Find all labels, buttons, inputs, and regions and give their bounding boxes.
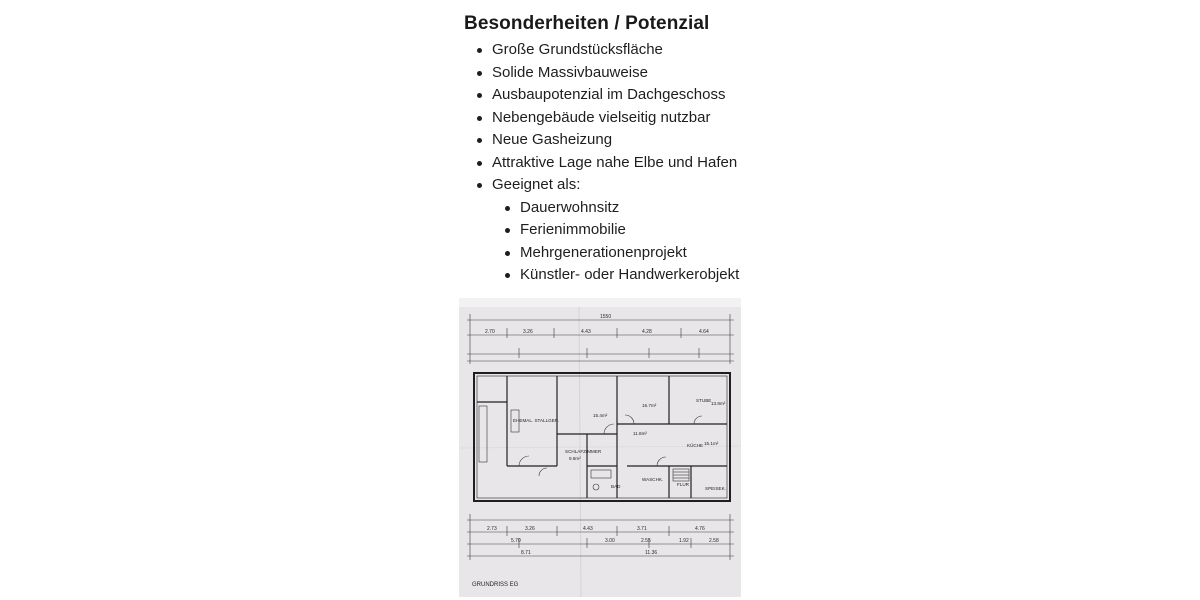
plan-dim: 2.55	[641, 538, 651, 544]
sub-list-item: Ferienimmobilie	[492, 219, 744, 242]
feature-list	[464, 39, 744, 287]
plan-dim: 2.58	[709, 538, 719, 544]
plan-room: EHEMAL. STALLGER.	[513, 418, 560, 423]
plan-dim: 11.36	[645, 550, 658, 556]
plan-dim: 8.71	[521, 550, 531, 556]
sub-list-item: Künstler- oder Handwerkerobjekt	[492, 264, 744, 287]
plan-room: KÜCHE	[687, 443, 704, 448]
plan-dim: 2.70	[485, 329, 495, 335]
list-item-label: Geeignet als:	[492, 176, 581, 193]
plan-dim: 3.00	[605, 538, 615, 544]
plan-room: WASCHK.	[642, 477, 664, 482]
sub-list-item: Mehrgenerationenprojekt	[492, 242, 744, 265]
plan-dim: 2.73	[487, 526, 497, 532]
plan-area: 13.8m²	[711, 401, 726, 406]
list-item-suitable-as	[464, 174, 744, 287]
plan-dim: 3.26	[525, 526, 535, 532]
plan-room: STUBE	[696, 398, 712, 403]
sub-list-item: Dauerwohnsitz	[492, 197, 744, 220]
floor-plan-drawing	[459, 298, 741, 597]
plan-area: 15.4m²	[593, 413, 608, 418]
plan-room: SPEISEK.	[705, 486, 726, 491]
list-item: Neue Gasheizung	[464, 129, 744, 152]
plan-dim: 4.28	[642, 329, 652, 335]
plan-area: 11.8m²	[633, 431, 647, 436]
plan-dim: 4.43	[581, 329, 591, 335]
plan-dim: 4.43	[583, 526, 593, 532]
list-item: Große Grundstücksfläche	[464, 39, 744, 62]
list-item: Nebengebäude vielseitig nutzbar	[464, 107, 744, 130]
floor-plan-image	[459, 298, 741, 597]
plan-area: 15.1m²	[704, 441, 719, 446]
plan-dim: 5.70	[511, 538, 521, 544]
list-item: Solide Massivbauweise	[464, 62, 744, 85]
plan-dim: 4.76	[695, 526, 705, 532]
plan-room: FLUR	[677, 482, 689, 487]
plan-area: 9.8m²	[569, 456, 581, 461]
plan-area: 16.7m²	[642, 403, 657, 408]
plan-caption: GRUNDRISS EG	[472, 582, 519, 588]
plan-dim: 3.71	[637, 526, 647, 532]
list-item: Attraktive Lage nahe Elbe und Hafen	[464, 152, 744, 175]
features-section	[464, 10, 744, 287]
plan-dim: 3.26	[523, 329, 533, 335]
plan-dim: 4.64	[699, 329, 709, 335]
list-item: Ausbaupotenzial im Dachgeschoss	[464, 84, 744, 107]
plan-dim-total: 1550	[600, 314, 612, 320]
plan-room: SCHLAFZIMMER	[565, 449, 602, 454]
suitable-as-list	[492, 197, 744, 287]
plan-room: BAD	[611, 484, 621, 489]
section-heading: Besonderheiten / Potenzial	[464, 13, 710, 34]
plan-dim: 1.92	[679, 538, 689, 544]
